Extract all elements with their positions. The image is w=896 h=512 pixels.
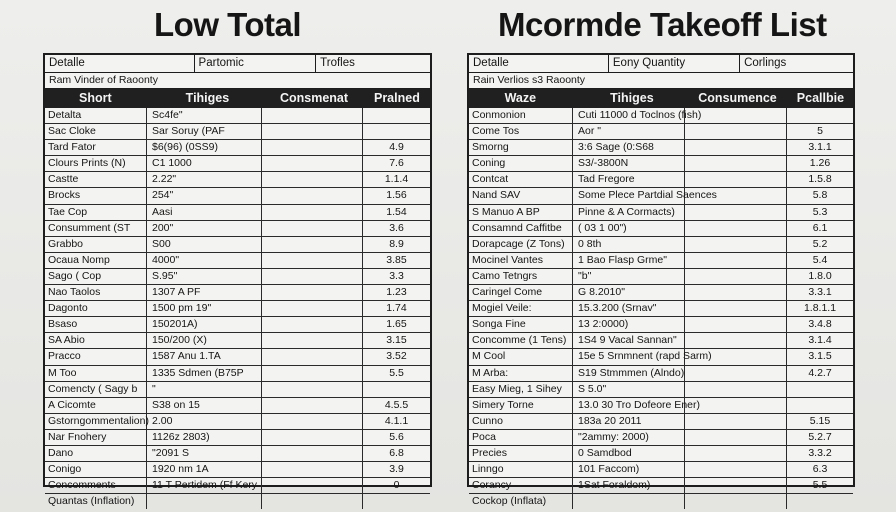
consumption-cell: [262, 172, 363, 187]
item-name-cell: Ocaua Nomp: [45, 253, 147, 268]
table-body: [469, 108, 853, 509]
consumption-cell: [262, 333, 363, 348]
column-header: Tihiges: [185, 91, 230, 105]
item-name-cell: S Manuo A BP: [469, 205, 573, 220]
consumption-cell: [262, 140, 363, 155]
table-row: [469, 478, 853, 494]
table-row: [45, 333, 430, 349]
table-row: [469, 237, 853, 253]
price-cell: 1.23: [386, 286, 407, 299]
item-name-cell: Songa Fine: [469, 317, 573, 332]
item-name-cell: Sago ( Cop: [45, 269, 147, 284]
left-title: Low Total: [154, 6, 302, 43]
quantity-cell: 200": [147, 221, 262, 236]
consumption-cell: [262, 124, 363, 139]
item-name-cell: Consamnd Caffitbe: [469, 221, 573, 236]
price-cell: 5.5: [812, 479, 828, 492]
header-cell: Corlings: [744, 57, 787, 69]
price-cell: 1.8.0: [808, 269, 832, 282]
consumption-cell: [685, 430, 787, 445]
item-name-cell: A Cicomte: [45, 398, 147, 413]
consumption-cell: [262, 366, 363, 381]
item-name-cell: Precies: [469, 446, 573, 461]
table-row: [45, 349, 430, 365]
item-name-cell: Castte: [45, 172, 147, 187]
table-row: [45, 301, 430, 317]
quantity-cell: S38 on 15: [147, 398, 262, 413]
item-name-cell: Clours Prints (N): [45, 156, 147, 171]
item-name-cell: Contcat: [469, 172, 573, 187]
item-name-cell: Tae Cop: [45, 205, 147, 220]
quantity-cell: [147, 494, 262, 509]
table-row: [45, 156, 430, 172]
price-cell: 5.6: [389, 430, 404, 443]
consumption-cell: [685, 317, 787, 332]
price-cell: 5: [817, 125, 823, 138]
price-cell: 3.9: [389, 463, 404, 476]
item-name-cell: Grabbo: [45, 237, 147, 252]
price-cell: 1.1.4: [384, 173, 409, 186]
consumption-cell: [262, 430, 363, 445]
price-cell: [363, 382, 430, 397]
quantity-cell: "b": [573, 269, 685, 284]
right-takeoff-table: [467, 53, 855, 508]
table-row: [469, 317, 853, 333]
price-cell: 3.3.2: [808, 446, 832, 459]
price-cell: 3.6: [389, 221, 404, 234]
consumption-cell: [262, 221, 363, 236]
table-row: [45, 285, 430, 301]
price-cell: 4.5.5: [384, 398, 409, 411]
consumption-cell: [262, 285, 363, 300]
consumption-cell: [262, 349, 363, 364]
price-cell: [787, 108, 853, 123]
item-name-cell: Dagonto: [45, 301, 147, 316]
consumption-cell: [685, 108, 787, 123]
column-header: Waze: [504, 91, 537, 105]
consumption-cell: [685, 124, 787, 139]
price-cell: [787, 382, 853, 397]
quantity-cell: 0 Samdbod: [573, 446, 685, 461]
quantity-cell: 1500 pm 19": [147, 301, 262, 316]
consumption-cell: [685, 221, 787, 236]
quantity-cell: 1S4 9 Vacal Sannan": [573, 333, 685, 348]
quantity-cell: Aasi: [147, 205, 262, 220]
consumption-cell: [262, 237, 363, 252]
item-name-cell: M Too: [45, 366, 147, 381]
quantity-cell: Cuti 11000 d Toclnos (fish): [573, 108, 685, 123]
table-row: [45, 124, 430, 140]
item-name-cell: Coning: [469, 156, 573, 171]
consumption-cell: [685, 172, 787, 187]
quantity-cell: 150201A): [147, 317, 262, 332]
table-row: [469, 462, 853, 478]
consumption-cell: [262, 108, 363, 123]
quantity-cell: 183a 20 2011: [573, 414, 685, 429]
item-name-cell: Easy Mieg, 1 Sihey: [469, 382, 573, 397]
consumption-cell: [262, 269, 363, 284]
price-cell: 7.6: [389, 157, 404, 170]
consumption-cell: [685, 285, 787, 300]
price-cell: [363, 108, 430, 123]
column-header-row: [45, 89, 430, 108]
quantity-cell: "2ammy: 2000): [573, 430, 685, 445]
quantity-cell: 1 Bao Flasp Grme": [573, 253, 685, 268]
price-cell: 3.52: [386, 350, 407, 363]
price-cell: 6.3: [812, 463, 828, 476]
price-cell: 3.15: [386, 334, 407, 347]
price-cell: [363, 124, 430, 139]
price-cell: 5.5: [389, 366, 404, 379]
consumption-cell: [685, 382, 787, 397]
table-row: [45, 366, 430, 382]
price-cell: 4.9: [389, 141, 404, 154]
price-cell: 1.56: [386, 189, 407, 202]
table-row: [469, 414, 853, 430]
table-row: [45, 478, 430, 494]
item-name-cell: Smorng: [469, 140, 573, 155]
quantity-cell: 13 2:0000): [573, 317, 685, 332]
column-header: Consumence: [698, 91, 777, 105]
quantity-cell: 1335 Sdmen (B75P: [147, 366, 262, 381]
column-header: Pcallbie: [796, 91, 845, 105]
table-row: [469, 188, 853, 204]
quantity-cell: 15.3.200 (Srnav": [573, 301, 685, 316]
column-header: Tihiges: [610, 91, 654, 105]
item-name-cell: Concomments: [45, 478, 147, 493]
table-row: [45, 188, 430, 204]
consumption-cell: [262, 205, 363, 220]
consumption-cell: [685, 462, 787, 477]
quantity-cell: Tad Fregore: [573, 172, 685, 187]
price-cell: 1.65: [386, 318, 407, 331]
table-row: [469, 446, 853, 462]
table-row: [469, 140, 853, 156]
consumption-cell: [685, 398, 787, 413]
table-row: [469, 382, 853, 398]
table-row: [45, 253, 430, 269]
item-name-cell: Detalta: [45, 108, 147, 123]
table-row: [45, 172, 430, 188]
item-name-cell: Conigo: [45, 462, 147, 477]
price-cell: 3.1.4: [808, 334, 832, 347]
table-row: [469, 124, 853, 140]
table-row: [469, 333, 853, 349]
price-cell: 5.2: [812, 237, 828, 250]
left-takeoff-table: [43, 53, 432, 508]
price-cell: 1.26: [809, 157, 831, 170]
item-name-cell: Consumment (ST: [45, 221, 147, 236]
table-row: [45, 317, 430, 333]
price-cell: 1.5.8: [808, 173, 832, 186]
quantity-cell: ( 03 1 00"): [573, 221, 685, 236]
quantity-cell: 15e 5 Srnmnent (rapd Sarm): [573, 349, 685, 364]
quantity-cell: Pinne & A Cormacts): [573, 205, 685, 220]
table-row: [469, 494, 853, 509]
table-row: [469, 108, 853, 124]
right-title: Mcormde Takeoff List: [498, 6, 827, 43]
quantity-cell: 1920 nm 1A: [147, 462, 262, 477]
quantity-cell: Some Plece Partdial Saences: [573, 188, 685, 203]
price-cell: 5.4: [812, 253, 828, 266]
quantity-cell: 13.0 30 Tro Dofeore Ener): [573, 398, 685, 413]
quantity-cell: 254": [147, 188, 262, 203]
quantity-cell: 1587 Anu 1.TA: [147, 349, 262, 364]
item-name-cell: Linngo: [469, 462, 573, 477]
price-cell: 1.54: [386, 205, 407, 218]
quantity-cell: "2091 S: [147, 446, 262, 461]
item-name-cell: Dano: [45, 446, 147, 461]
consumption-cell: [262, 414, 363, 429]
consumption-cell: [262, 478, 363, 493]
quantity-cell: G 8.2010": [573, 285, 685, 300]
item-name-cell: M Arba:: [469, 366, 573, 381]
quantity-cell: S19 Stmmmen (Alndo): [573, 366, 685, 381]
consumption-cell: [685, 478, 787, 493]
quantity-cell: 1Sat Foraldom): [573, 478, 685, 493]
consumption-cell: [262, 462, 363, 477]
quantity-cell: 3:6 Sage (0:S68: [573, 140, 685, 155]
table-header-row: [45, 55, 430, 73]
price-cell: 5.8: [812, 189, 828, 202]
quantity-cell: S.95": [147, 269, 262, 284]
table-row: [469, 430, 853, 446]
consumption-cell: [262, 253, 363, 268]
price-cell: [363, 494, 430, 509]
price-cell: 3.3: [389, 269, 404, 282]
quantity-cell: S3/-3800N: [573, 156, 685, 171]
table-row: [469, 156, 853, 172]
item-name-cell: Dorapcage (Z Tons): [469, 237, 573, 252]
table-row: [45, 494, 430, 509]
item-name-cell: Mogiel Veile:: [469, 301, 573, 316]
item-name-cell: M Cool: [469, 349, 573, 364]
consumption-cell: [685, 269, 787, 284]
table-row: [45, 414, 430, 430]
table-row: [469, 221, 853, 237]
column-header: Pralned: [373, 91, 420, 105]
consumption-cell: [685, 349, 787, 364]
item-name-cell: Bsaso: [45, 317, 147, 332]
table-row: [45, 269, 430, 285]
item-name-cell: Corancy: [469, 478, 573, 493]
item-name-cell: Simery Torne: [469, 398, 573, 413]
consumption-cell: [685, 253, 787, 268]
table-subheader: Rain Verlios s3 Raoonty: [469, 73, 853, 89]
price-cell: [787, 398, 853, 413]
item-name-cell: Poca: [469, 430, 573, 445]
item-name-cell: Conmonion: [469, 108, 573, 123]
consumption-cell: [685, 414, 787, 429]
item-name-cell: Caringel Come: [469, 285, 573, 300]
table-row: [45, 108, 430, 124]
price-cell: 5.3: [812, 205, 828, 218]
consumption-cell: [262, 317, 363, 332]
table-row: [45, 430, 430, 446]
item-name-cell: SA Abio: [45, 333, 147, 348]
item-name-cell: Cockop (Inflata): [469, 494, 573, 509]
price-cell: 3.3.1: [808, 286, 832, 299]
table-row: [45, 462, 430, 478]
item-name-cell: Camo Tetngrs: [469, 269, 573, 284]
table-row: [45, 140, 430, 156]
price-cell: 6.1: [812, 221, 828, 234]
header-cell: Eony Quantity: [609, 55, 740, 72]
quantity-cell: Sar Soruy (PAF: [147, 124, 262, 139]
table-row: [469, 253, 853, 269]
consumption-cell: [262, 188, 363, 203]
item-name-cell: Nar Fnohery: [45, 430, 147, 445]
consumption-cell: [262, 446, 363, 461]
quantity-cell: 4000": [147, 253, 262, 268]
quantity-cell: 101 Faccom): [573, 462, 685, 477]
quantity-cell: Aor ": [573, 124, 685, 139]
table-row: [469, 349, 853, 365]
consumption-cell: [262, 494, 363, 509]
price-cell: 6.8: [389, 446, 404, 459]
table-row: [45, 237, 430, 253]
item-name-cell: Concomme (1 Tens): [469, 333, 573, 348]
item-name-cell: Come Tos: [469, 124, 573, 139]
price-cell: 5.15: [809, 414, 831, 427]
quantity-cell: S 5.0": [573, 382, 685, 397]
column-header: Consmenat: [279, 91, 349, 105]
table-row: [45, 382, 430, 398]
consumption-cell: [685, 333, 787, 348]
item-name-cell: Sac Cloke: [45, 124, 147, 139]
price-cell: 3.4.8: [808, 318, 832, 331]
quantity-cell: 2.00: [147, 414, 262, 429]
quantity-cell: Sc4fe": [147, 108, 262, 123]
item-name-cell: Tard Fator: [45, 140, 147, 155]
item-name-cell: Quantas (Inflation): [45, 494, 147, 509]
table-row: [469, 398, 853, 414]
price-cell: 0: [393, 479, 400, 492]
price-cell: 1.8.1.1: [803, 302, 837, 315]
table-row: [45, 446, 430, 462]
quantity-cell: 2.22": [147, 172, 262, 187]
price-cell: 3.85: [386, 253, 407, 266]
quantity-cell: 11 T Pertidem (Ff Kery: [147, 478, 262, 493]
table-body: [45, 108, 430, 509]
consumption-cell: [262, 382, 363, 397]
item-name-cell: Comencty ( Sagy b: [45, 382, 147, 397]
price-cell: 1.74: [386, 302, 407, 315]
table-row: [469, 285, 853, 301]
item-name-cell: Nao Taolos: [45, 285, 147, 300]
item-name-cell: Nand SAV: [469, 188, 573, 203]
table-row: [45, 205, 430, 221]
quantity-cell: $6(96) (0SS9): [147, 140, 262, 155]
quantity-cell: 1126z 2803): [147, 430, 262, 445]
table-row: [469, 269, 853, 285]
item-name-cell: Gstorngommentalion): [45, 414, 147, 429]
quantity-cell: C1 1000: [147, 156, 262, 171]
price-cell: 3.1.1: [808, 141, 832, 154]
consumption-cell: [262, 156, 363, 171]
price-cell: 5.2.7: [808, 430, 832, 443]
consumption-cell: [685, 188, 787, 203]
price-cell: 8.9: [389, 237, 404, 250]
consumption-cell: [685, 237, 787, 252]
price-cell: 4.2.7: [808, 366, 832, 379]
table-row: [469, 301, 853, 317]
table-row: [469, 205, 853, 221]
item-name-cell: Pracco: [45, 349, 147, 364]
table-subheader: Ram Vinder of Raoonty: [45, 73, 430, 89]
quantity-cell: S00: [147, 237, 262, 252]
quantity-cell: 150/200 (X): [147, 333, 262, 348]
column-header-row: [469, 89, 853, 108]
consumption-cell: [685, 140, 787, 155]
consumption-cell: [685, 446, 787, 461]
header-cell: Partomic: [195, 55, 317, 72]
table-row: [469, 366, 853, 382]
price-cell: [787, 494, 853, 509]
quantity-cell: 1307 A PF: [147, 285, 262, 300]
header-cell: Detalle: [45, 55, 195, 72]
price-cell: 4.1.1: [384, 414, 409, 427]
header-cell: Trofles: [320, 57, 355, 69]
price-cell: 3.1.5: [808, 350, 832, 363]
header-cell: Detalle: [469, 55, 609, 72]
table-header-row: [469, 55, 853, 73]
item-name-cell: Cunno: [469, 414, 573, 429]
consumption-cell: [685, 205, 787, 220]
quantity-cell: [573, 494, 685, 509]
item-name-cell: Mocinel Vantes: [469, 253, 573, 268]
table-row: [45, 398, 430, 414]
item-name-cell: Brocks: [45, 188, 147, 203]
column-header: Short: [79, 91, 112, 105]
table-row: [45, 221, 430, 237]
consumption-cell: [685, 301, 787, 316]
consumption-cell: [685, 156, 787, 171]
quantity-cell: 0 8th: [573, 237, 685, 252]
consumption-cell: [685, 366, 787, 381]
consumption-cell: [262, 301, 363, 316]
consumption-cell: [685, 494, 787, 509]
table-row: [469, 172, 853, 188]
quantity-cell: ": [147, 382, 262, 397]
consumption-cell: [262, 398, 363, 413]
